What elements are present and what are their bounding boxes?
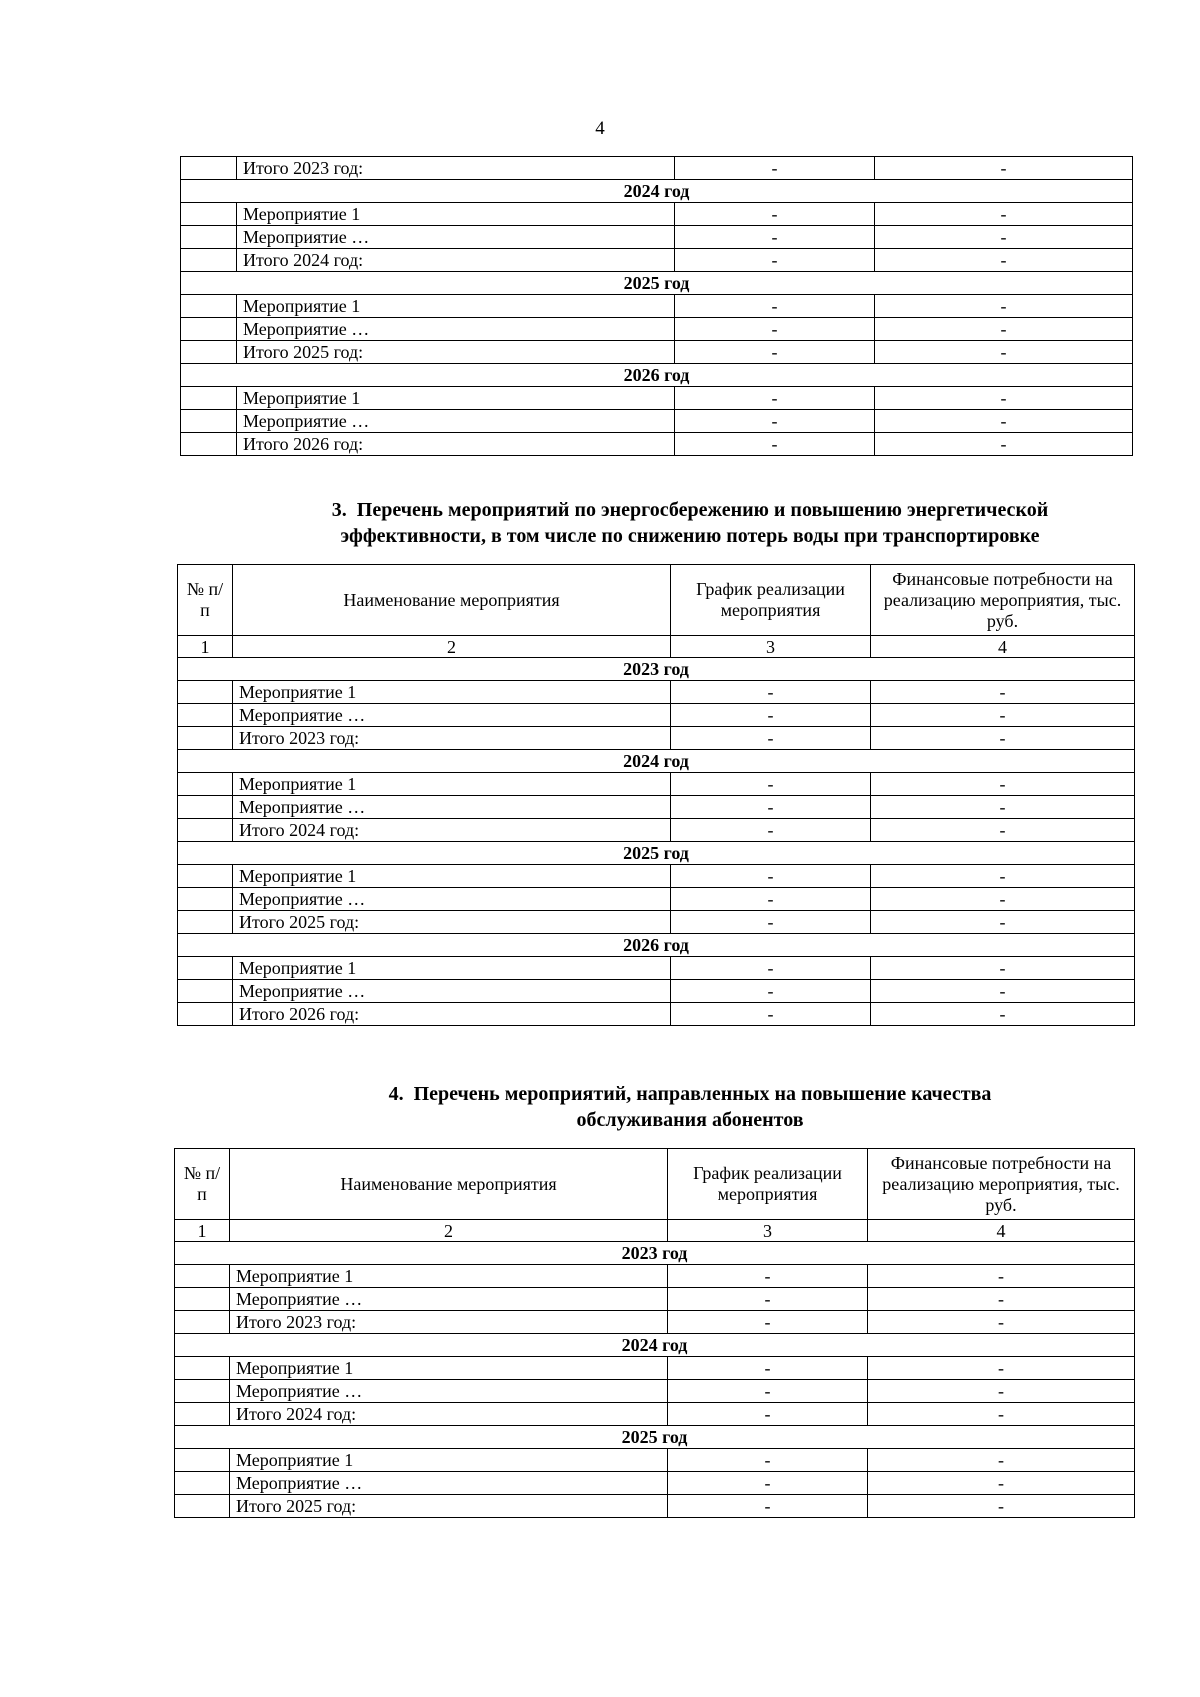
row-number-cell	[175, 1311, 230, 1334]
table-row	[175, 1472, 1135, 1495]
section4-title	[290, 1081, 1090, 1133]
table-row	[181, 295, 1133, 318]
schedule-cell: -	[671, 957, 871, 980]
row-number-cell	[181, 249, 237, 272]
header-name: Наименование мероприятия	[233, 565, 671, 636]
row-number-cell	[181, 295, 237, 318]
section3-title-text1: Перечень мероприятий по энергосбережению и повышению энергетической	[356, 499, 1049, 521]
activity-name: Мероприятие 1	[237, 295, 675, 318]
total-label: Итого 2026 год:	[233, 1003, 671, 1026]
total-label: Итого 2025 год:	[233, 911, 671, 934]
schedule-cell: -	[675, 341, 875, 364]
index-2: 2	[230, 1220, 668, 1242]
index-3: 3	[668, 1220, 868, 1242]
year-label: 2023 год	[175, 1242, 1135, 1265]
section4-number: 4.	[388, 1083, 404, 1105]
schedule-cell: -	[675, 410, 875, 433]
section3-number: 3.	[331, 499, 347, 521]
year-row	[181, 180, 1133, 203]
table-row	[181, 226, 1133, 249]
schedule-cell: -	[671, 888, 871, 911]
activity-name: Мероприятие 1	[237, 203, 675, 226]
schedule-cell: -	[675, 226, 875, 249]
total-row	[178, 727, 1135, 750]
year-row	[175, 1426, 1135, 1449]
table-section3-body	[178, 658, 1135, 1026]
schedule-cell: -	[668, 1472, 868, 1495]
total-row	[181, 433, 1133, 456]
total-row	[181, 249, 1133, 272]
row-number-cell	[178, 773, 233, 796]
finance-cell: -	[871, 681, 1135, 704]
table-header-row	[178, 565, 1135, 636]
finance-cell: -	[871, 1003, 1135, 1026]
section3-title-line1	[240, 497, 1140, 523]
index-2: 2	[233, 636, 671, 658]
total-row	[181, 157, 1133, 180]
finance-cell: -	[871, 819, 1135, 842]
schedule-cell: -	[668, 1357, 868, 1380]
finance-cell: -	[871, 980, 1135, 1003]
schedule-cell: -	[671, 773, 871, 796]
row-number-cell	[181, 157, 237, 180]
total-label: Итого 2026 год:	[237, 433, 675, 456]
finance-cell: -	[875, 387, 1133, 410]
year-row	[178, 934, 1135, 957]
finance-cell: -	[871, 727, 1135, 750]
table-row	[181, 410, 1133, 433]
schedule-cell: -	[675, 295, 875, 318]
table-row	[178, 704, 1135, 727]
row-number-cell	[178, 865, 233, 888]
finance-cell: -	[871, 911, 1135, 934]
table-row	[175, 1288, 1135, 1311]
header-schedule: График реализации мероприятия	[668, 1149, 868, 1220]
index-4: 4	[871, 636, 1135, 658]
year-row	[178, 750, 1135, 773]
row-number-cell	[181, 341, 237, 364]
finance-cell: -	[871, 796, 1135, 819]
schedule-cell: -	[675, 387, 875, 410]
table-header-row	[175, 1149, 1135, 1220]
table-row	[178, 980, 1135, 1003]
total-row	[175, 1311, 1135, 1334]
finance-cell: -	[875, 203, 1133, 226]
finance-cell: -	[875, 433, 1133, 456]
activity-name: Мероприятие …	[230, 1472, 668, 1495]
table-row	[181, 203, 1133, 226]
schedule-cell: -	[671, 980, 871, 1003]
table-row	[178, 681, 1135, 704]
schedule-cell: -	[671, 1003, 871, 1026]
year-label: 2026 год	[181, 364, 1133, 387]
schedule-cell: -	[668, 1288, 868, 1311]
total-label: Итого 2024 год:	[230, 1403, 668, 1426]
section4-title-line1	[290, 1081, 1090, 1107]
activity-name: Мероприятие …	[237, 410, 675, 433]
row-number-cell	[178, 704, 233, 727]
year-row	[178, 842, 1135, 865]
table-row	[181, 318, 1133, 341]
finance-cell: -	[875, 341, 1133, 364]
schedule-cell: -	[675, 318, 875, 341]
table-continued	[180, 156, 1133, 456]
finance-cell: -	[868, 1449, 1135, 1472]
row-number-cell	[181, 410, 237, 433]
finance-cell: -	[875, 226, 1133, 249]
activity-name: Мероприятие 1	[230, 1265, 668, 1288]
finance-cell: -	[875, 295, 1133, 318]
year-label: 2025 год	[181, 272, 1133, 295]
total-label: Итого 2023 год:	[237, 157, 675, 180]
row-number-cell	[178, 681, 233, 704]
schedule-cell: -	[671, 727, 871, 750]
year-label: 2025 год	[175, 1426, 1135, 1449]
row-number-cell	[175, 1380, 230, 1403]
total-row	[175, 1403, 1135, 1426]
row-number-cell	[175, 1472, 230, 1495]
table-row	[175, 1265, 1135, 1288]
row-number-cell	[181, 387, 237, 410]
total-row	[178, 1003, 1135, 1026]
schedule-cell: -	[675, 157, 875, 180]
activity-name: Мероприятие 1	[233, 681, 671, 704]
table-row	[175, 1357, 1135, 1380]
table-index-row	[175, 1220, 1135, 1242]
finance-cell: -	[875, 157, 1133, 180]
year-row	[181, 364, 1133, 387]
total-label: Итого 2023 год:	[230, 1311, 668, 1334]
finance-cell: -	[868, 1265, 1135, 1288]
finance-cell: -	[871, 865, 1135, 888]
section4-title-line2: обслуживания абонентов	[576, 1109, 804, 1131]
total-row	[178, 911, 1135, 934]
activity-name: Мероприятие 1	[233, 773, 671, 796]
total-row	[175, 1495, 1135, 1518]
schedule-cell: -	[671, 911, 871, 934]
header-name: Наименование мероприятия	[230, 1149, 668, 1220]
schedule-cell: -	[668, 1311, 868, 1334]
header-finance: Финансовые потребности на реализацию мероприятия, тыс. руб.	[871, 565, 1135, 636]
page-number: 4	[595, 118, 605, 139]
index-1: 1	[175, 1220, 230, 1242]
total-label: Итого 2023 год:	[233, 727, 671, 750]
year-label: 2023 год	[178, 658, 1135, 681]
schedule-cell: -	[671, 796, 871, 819]
row-number-cell	[178, 888, 233, 911]
activity-name: Мероприятие …	[233, 796, 671, 819]
finance-cell: -	[868, 1311, 1135, 1334]
row-number-cell	[178, 1003, 233, 1026]
year-row	[181, 272, 1133, 295]
total-label: Итого 2025 год:	[230, 1495, 668, 1518]
activity-name: Мероприятие …	[233, 704, 671, 727]
row-number-cell	[175, 1357, 230, 1380]
row-number-cell	[181, 433, 237, 456]
year-label: 2024 год	[181, 180, 1133, 203]
total-row	[181, 341, 1133, 364]
schedule-cell: -	[668, 1265, 868, 1288]
finance-cell: -	[871, 704, 1135, 727]
index-4: 4	[868, 1220, 1135, 1242]
finance-cell: -	[868, 1472, 1135, 1495]
schedule-cell: -	[671, 704, 871, 727]
finance-cell: -	[868, 1495, 1135, 1518]
table-section4	[174, 1148, 1135, 1518]
table-row	[178, 957, 1135, 980]
finance-cell: -	[868, 1288, 1135, 1311]
finance-cell: -	[868, 1357, 1135, 1380]
table-row	[178, 865, 1135, 888]
header-finance: Финансовые потребности на реализацию мероприятия, тыс. руб.	[868, 1149, 1135, 1220]
row-number-cell	[175, 1403, 230, 1426]
row-number-cell	[175, 1265, 230, 1288]
finance-cell: -	[875, 410, 1133, 433]
total-label: Итого 2024 год:	[233, 819, 671, 842]
year-label: 2024 год	[178, 750, 1135, 773]
activity-name: Мероприятие 1	[237, 387, 675, 410]
table-row	[178, 796, 1135, 819]
table-row	[175, 1449, 1135, 1472]
finance-cell: -	[875, 249, 1133, 272]
table-row	[175, 1380, 1135, 1403]
row-number-cell	[181, 226, 237, 249]
year-row	[175, 1242, 1135, 1265]
year-label: 2024 год	[175, 1334, 1135, 1357]
table-continued-body	[181, 157, 1133, 456]
section4-title-text1: Перечень мероприятий, направленных на повышение качества	[413, 1083, 992, 1105]
activity-name: Мероприятие 1	[230, 1357, 668, 1380]
activity-name: Мероприятие …	[233, 980, 671, 1003]
activity-name: Мероприятие …	[233, 888, 671, 911]
schedule-cell: -	[675, 249, 875, 272]
row-number-cell	[175, 1288, 230, 1311]
year-label: 2025 год	[178, 842, 1135, 865]
finance-cell: -	[875, 318, 1133, 341]
row-number-cell	[178, 980, 233, 1003]
total-label: Итого 2025 год:	[237, 341, 675, 364]
activity-name: Мероприятие …	[237, 318, 675, 341]
table-section3	[177, 564, 1135, 1026]
schedule-cell: -	[671, 865, 871, 888]
header-schedule: График реализации мероприятия	[671, 565, 871, 636]
table-row	[178, 888, 1135, 911]
row-number-cell	[178, 819, 233, 842]
section3-title-line2: эффективности, в том числе по снижению потерь воды при транспортировке	[340, 525, 1040, 547]
schedule-cell: -	[671, 819, 871, 842]
index-3: 3	[671, 636, 871, 658]
year-label: 2026 год	[178, 934, 1135, 957]
activity-name: Мероприятие …	[230, 1288, 668, 1311]
schedule-cell: -	[668, 1403, 868, 1426]
header-num: № п/п	[178, 565, 233, 636]
year-row	[178, 658, 1135, 681]
schedule-cell: -	[668, 1449, 868, 1472]
activity-name: Мероприятие …	[237, 226, 675, 249]
row-number-cell	[181, 318, 237, 341]
schedule-cell: -	[675, 203, 875, 226]
table-row	[178, 773, 1135, 796]
table-index-row	[178, 636, 1135, 658]
finance-cell: -	[871, 773, 1135, 796]
row-number-cell	[175, 1495, 230, 1518]
finance-cell: -	[871, 888, 1135, 911]
finance-cell: -	[868, 1403, 1135, 1426]
index-1: 1	[178, 636, 233, 658]
activity-name: Мероприятие 1	[230, 1449, 668, 1472]
total-row	[178, 819, 1135, 842]
row-number-cell	[178, 911, 233, 934]
activity-name: Мероприятие 1	[233, 865, 671, 888]
schedule-cell: -	[675, 433, 875, 456]
row-number-cell	[181, 203, 237, 226]
finance-cell: -	[868, 1380, 1135, 1403]
row-number-cell	[178, 796, 233, 819]
header-num: № п/п	[175, 1149, 230, 1220]
schedule-cell: -	[668, 1380, 868, 1403]
section3-title	[240, 497, 1140, 549]
activity-name: Мероприятие …	[230, 1380, 668, 1403]
row-number-cell	[178, 957, 233, 980]
table-section4-body	[175, 1242, 1135, 1518]
row-number-cell	[178, 727, 233, 750]
schedule-cell: -	[671, 681, 871, 704]
finance-cell: -	[871, 957, 1135, 980]
schedule-cell: -	[668, 1495, 868, 1518]
activity-name: Мероприятие 1	[233, 957, 671, 980]
table-row	[181, 387, 1133, 410]
year-row	[175, 1334, 1135, 1357]
row-number-cell	[175, 1449, 230, 1472]
total-label: Итого 2024 год:	[237, 249, 675, 272]
